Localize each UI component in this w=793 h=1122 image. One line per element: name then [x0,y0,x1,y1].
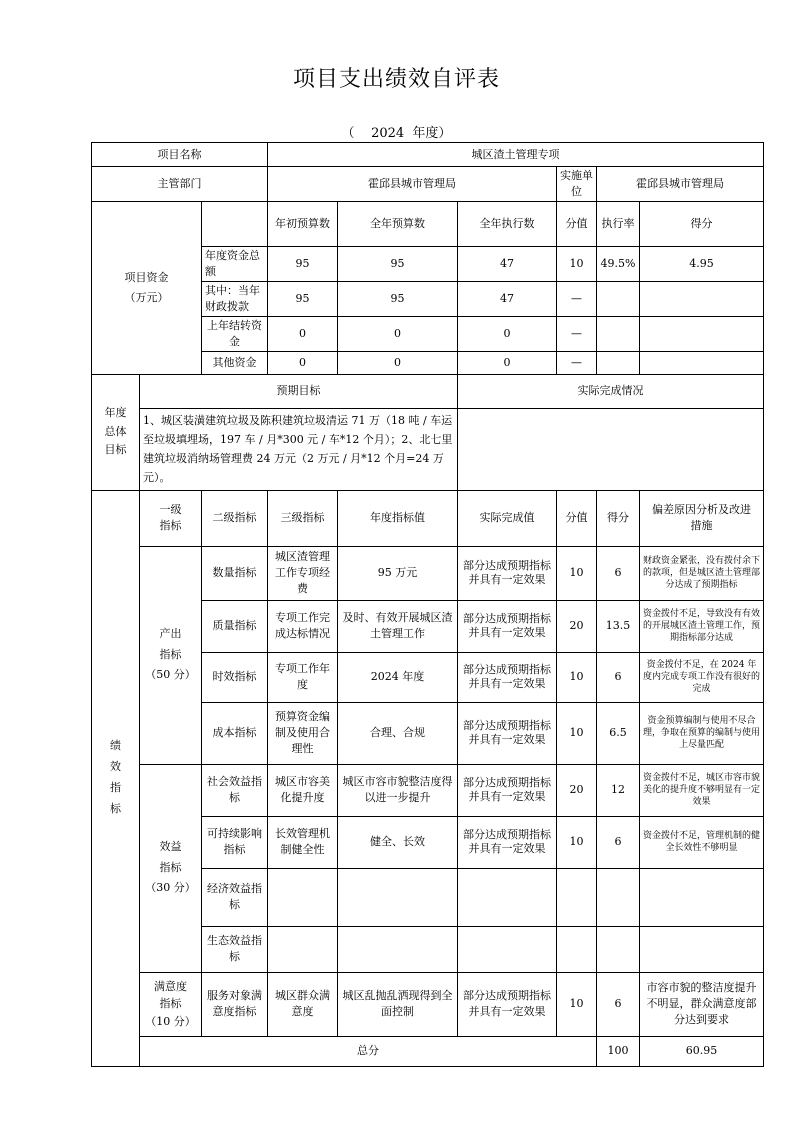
funds-row-annual: 0 [338,351,458,374]
ind-h-points: 分值 [557,490,597,546]
ind-level2: 可持续影响指标 [202,816,268,868]
dept-value: 霍邱县城市管理局 [268,167,557,202]
ind-score [597,868,640,926]
ind-level3 [268,868,338,926]
ind-actual: 部分达成预期指标并具有一定效果 [458,972,557,1036]
funds-h-points: 分值 [557,201,597,246]
ind-h-target: 年度指标值 [338,490,458,546]
ind-h-level1: 一级 指标 [140,490,202,546]
ind-target: 城区乱抛乱洒现得到全面控制 [338,972,458,1036]
ind-level2: 生态效益指标 [202,926,268,972]
page-title: 项目支出绩效自评表 [292,67,500,92]
funds-row-name: 年度资金总额 [202,246,268,281]
ind-level3: 专项工作年度 [268,652,338,702]
ind-actual: 部分达成预期指标并具有一定效果 [458,546,557,600]
total-points: 100 [597,1036,640,1066]
funds-h-rate: 执行率 [597,201,640,246]
ind-target: 合理、合规 [338,702,458,764]
ind-level2: 数量指标 [202,546,268,600]
funds-row-annual: 95 [338,281,458,316]
funds-header-blank [202,201,268,246]
funds-h-initial: 年初预算数 [268,201,338,246]
indicators-label: 绩 效 指 标 [92,490,140,1066]
goals-actual-header: 实际完成情况 [458,374,764,408]
ind-points: 10 [557,546,597,600]
ind-score: 6 [597,652,640,702]
indicator-group-name: 效益 指标 （30 分） [140,764,202,972]
indicator-row [92,972,764,1036]
ind-target: 健全、长效 [338,816,458,868]
project-name-value: 城区渣土管理专项 [268,143,764,167]
total-label: 总分 [140,1036,597,1066]
ind-points: 20 [557,600,597,652]
funds-row-name: 上年结转资金 [202,316,268,351]
ind-analysis: 资金拨付不足，管理机制的健全长效性不够明显 [640,816,764,868]
ind-score: 6.5 [597,702,640,764]
project-name-row [92,143,764,167]
goals-header-row [92,374,764,408]
ind-analysis: 资金拨付不足，在 2024 年度内完成专项工作没有很好的完成 [640,652,764,702]
indicator-row [92,764,764,816]
ind-points: 10 [557,652,597,702]
ind-analysis: 资金拨付不足，城区市容市貌美化的提升度不够明显有一定效果 [640,764,764,816]
funds-row-annual: 95 [338,246,458,281]
impl-label: 实施单位 [557,167,597,202]
ind-actual: 部分达成预期指标并具有一定效果 [458,652,557,702]
funds-row-score [640,281,764,316]
goals-label: 年度 总体 目标 [92,374,140,490]
funds-row-executed: 0 [458,316,557,351]
ind-score: 12 [597,764,640,816]
funds-row-executed: 47 [458,281,557,316]
funds-row-points: 10 [557,246,597,281]
funds-header-row [92,201,764,246]
department-row [92,167,764,202]
funds-row-name: 其中：当年财政拨款 [202,281,268,316]
funds-h-score: 得分 [640,201,764,246]
ind-h-level2: 二级指标 [202,490,268,546]
ind-points: 10 [557,816,597,868]
ind-h-analysis: 偏差原因分析及改进 措施 [640,490,764,546]
funds-row-rate: 49.5% [597,246,640,281]
total-row [92,1036,764,1066]
ind-points: 20 [557,764,597,816]
indicator-row [92,546,764,600]
dept-label: 主管部门 [92,167,268,202]
funds-row-points: — [557,351,597,374]
ind-points [557,926,597,972]
indicators-header-row [92,490,764,546]
funds-row-rate [597,281,640,316]
ind-actual: 部分达成预期指标并具有一定效果 [458,702,557,764]
funds-h-executed: 全年执行数 [458,201,557,246]
funds-row-rate [597,351,640,374]
funds-row-executed: 0 [458,351,557,374]
ind-actual: 部分达成预期指标并具有一定效果 [458,764,557,816]
ind-actual: 部分达成预期指标并具有一定效果 [458,816,557,868]
ind-score [597,926,640,972]
ind-level3 [268,926,338,972]
ind-actual [458,868,557,926]
funds-label: 项目资金 （万元） [92,201,202,374]
ind-analysis: 资金拨付不足，导致没有有效的开展城区渣土管理工作，预期指标部分达成 [640,600,764,652]
funds-row-rate [597,316,640,351]
goals-expected-header: 预期目标 [140,374,458,408]
year-line: （ 2024 年度） [341,126,452,141]
evaluation-table [91,142,764,1067]
indicator-group-name: 满意度 指标 （10 分） [140,972,202,1036]
ind-h-level3: 三级指标 [268,490,338,546]
ind-target [338,926,458,972]
ind-points: 10 [557,702,597,764]
ind-level3: 城区群众满意度 [268,972,338,1036]
ind-level3: 长效管理机制健全性 [268,816,338,868]
funds-row-initial: 95 [268,246,338,281]
ind-analysis: 财政资金紧张，没有拨付余下的款项，但是城区渣土管理部分达成了预期指标 [640,546,764,600]
ind-score: 13.5 [597,600,640,652]
ind-h-score: 得分 [597,490,640,546]
funds-h-annual: 全年预算数 [338,201,458,246]
ind-target: 及时、有效开展城区渣土管理工作 [338,600,458,652]
ind-level3: 城区渣管理工作专项经费 [268,546,338,600]
funds-row-initial: 0 [268,351,338,374]
ind-level2: 质量指标 [202,600,268,652]
goals-content-row [92,408,764,490]
funds-row-name: 其他资金 [202,351,268,374]
goals-actual-text [458,408,764,490]
ind-analysis [640,868,764,926]
funds-row-annual: 0 [338,316,458,351]
total-score: 60.95 [640,1036,764,1066]
funds-row-points: — [557,316,597,351]
funds-row-points: — [557,281,597,316]
ind-score: 6 [597,546,640,600]
funds-row-initial: 0 [268,316,338,351]
ind-level3: 预算资金编制及使用合理性 [268,702,338,764]
funds-row-executed: 47 [458,246,557,281]
ind-level2: 成本指标 [202,702,268,764]
impl-value: 霍邱县城市管理局 [597,167,764,202]
ind-score: 6 [597,816,640,868]
ind-analysis [640,926,764,972]
funds-row-score [640,351,764,374]
ind-score: 6 [597,972,640,1036]
ind-actual: 部分达成预期指标并具有一定效果 [458,600,557,652]
ind-points [557,868,597,926]
ind-target [338,868,458,926]
funds-row-score: 4.95 [640,246,764,281]
project-name-label: 项目名称 [92,143,268,167]
goals-expected-text: 1、城区装潢建筑垃圾及陈积建筑垃圾清运 71 万（18 吨 / 车运至垃圾填埋场，197 车 / 月*300 元 / 车*12 个月）；2、北七里建筑垃圾消纳场管理费 24 万元（2 万元 / 月*12 个月=24 万元）。 [140,408,458,490]
funds-row-initial: 95 [268,281,338,316]
ind-analysis: 市容市貌的整洁度提升不明显，群众满意度部分达到要求 [640,972,764,1036]
ind-points: 10 [557,972,597,1036]
funds-row-score [640,316,764,351]
ind-level2: 经济效益指标 [202,868,268,926]
ind-level2: 社会效益指标 [202,764,268,816]
ind-target: 城区市容市貌整洁度得以进一步提升 [338,764,458,816]
ind-target: 95 万元 [338,546,458,600]
ind-actual [458,926,557,972]
ind-target: 2024 年度 [338,652,458,702]
ind-level2: 服务对象满意度指标 [202,972,268,1036]
ind-h-actual: 实际完成值 [458,490,557,546]
ind-level3: 专项工作完成达标情况 [268,600,338,652]
indicator-group-name: 产出 指标 （50 分） [140,546,202,764]
ind-level3: 城区市容美化提升度 [268,764,338,816]
ind-level2: 时效指标 [202,652,268,702]
ind-analysis: 资金预算编制与使用不尽合理，争取在预算的编制与使用上尽量匹配 [640,702,764,764]
